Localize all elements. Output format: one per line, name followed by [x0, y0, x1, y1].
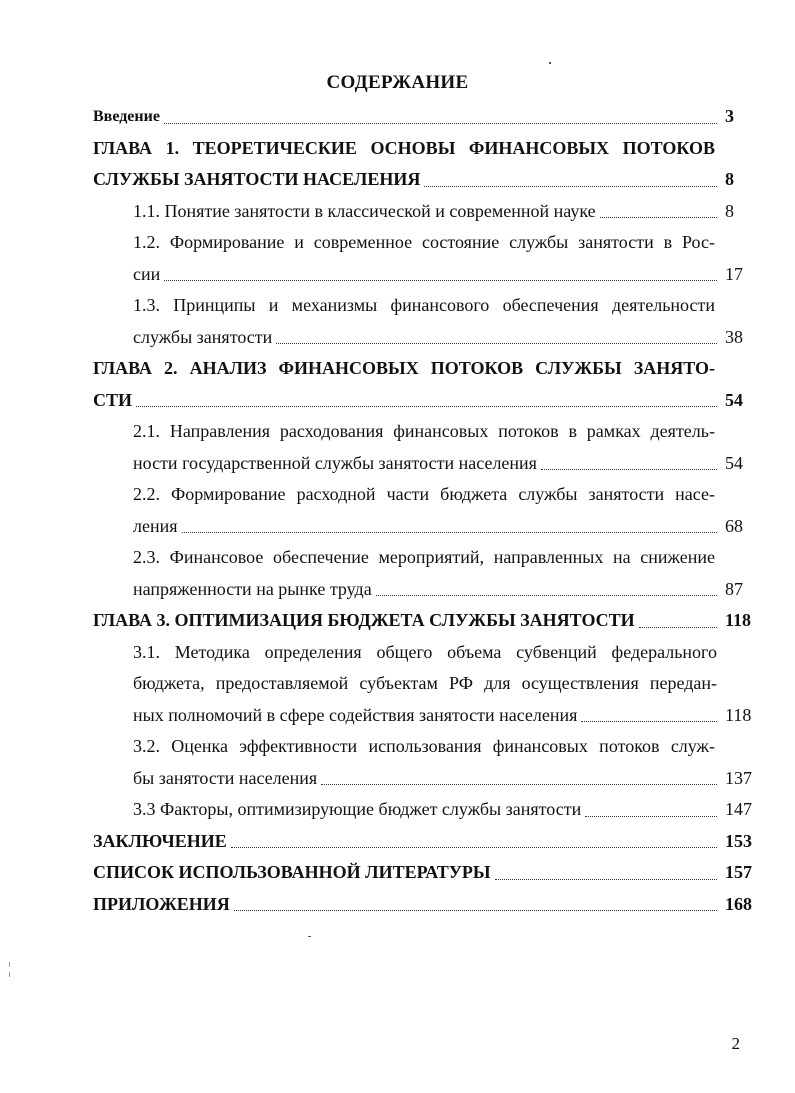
toc-entry-label: бюджета, предоставляемой субъектам РФ для осуществления передан- — [133, 673, 717, 693]
toc-page-number: 147 — [725, 799, 752, 819]
toc-page-number: 38 — [725, 326, 743, 347]
toc-entry-section-1-3[interactable] — [93, 290, 755, 322]
toc-entry-label: ления — [133, 515, 178, 536]
dot-leader — [424, 186, 717, 187]
toc-entry-introduction[interactable] — [93, 101, 755, 133]
toc-entry-conclusion[interactable] — [93, 826, 755, 858]
toc-page-number: 54 — [725, 452, 743, 473]
toc-entry-chapter-3[interactable] — [93, 605, 755, 637]
toc-entry-label: напряженности на рынке труда — [133, 578, 372, 599]
toc-entry-label: ГЛАВА 3. ОПТИМИЗАЦИЯ БЮДЖЕТА СЛУЖБЫ ЗАНЯТОСТИ — [93, 610, 635, 630]
toc-entry-section-3-1[interactable] — [93, 637, 755, 669]
toc-entry-chapter-1-cont[interactable] — [93, 164, 755, 196]
toc-entry-chapter-2[interactable] — [93, 353, 755, 385]
toc-page-number: 118 — [725, 610, 752, 630]
toc-entry-label: 1.2. Формирование и современное состояние службы занятости в Рос- — [133, 232, 715, 252]
toc-entry-section-1-3-cont[interactable] — [93, 322, 755, 354]
table-of-contents — [93, 101, 755, 920]
toc-entry-label: СПИСОК ИСПОЛЬЗОВАННОЙ ЛИТЕРАТУРЫ — [93, 862, 491, 882]
toc-entry-section-3-2[interactable] — [93, 731, 755, 763]
toc-entry-section-2-2[interactable] — [93, 479, 755, 511]
dot-leader — [164, 123, 717, 124]
toc-page-number: 118 — [725, 704, 752, 725]
dot-leader — [495, 879, 717, 880]
toc-page-number: 8 — [725, 200, 734, 221]
toc-entry-appendices[interactable] — [93, 889, 755, 921]
toc-entry-chapter-1[interactable] — [93, 133, 755, 165]
toc-entry-label: 3.2. Оценка эффективности использования финансовых потоков служ- — [133, 736, 715, 756]
toc-entry-label: 2.1. Направления расходования финансовых потоков в рамках деятель- — [133, 421, 715, 441]
toc-entry-label: 3.1. Методика определения общего объема субвенций федерального — [133, 641, 717, 662]
toc-entry-section-3-2-cont[interactable] — [93, 763, 755, 795]
toc-page-number: 157 — [725, 862, 752, 882]
toc-entry-label: СЛУЖБЫ ЗАНЯТОСТИ НАСЕЛЕНИЯ — [93, 169, 421, 189]
toc-entry-label: 2.3. Финансовое обеспечение мероприятий, направленных на снижение — [133, 547, 715, 567]
toc-entry-label: ГЛАВА 2. АНАЛИЗ ФИНАНСОВЫХ ПОТОКОВ СЛУЖБЫ ЗАНЯТО- — [93, 358, 715, 378]
toc-entry-section-3-3[interactable] — [93, 794, 755, 826]
toc-page-number: 168 — [725, 893, 752, 914]
dot-leader — [234, 910, 717, 911]
toc-page-number: 137 — [725, 767, 752, 788]
toc-entry-label: 1.3. Принципы и механизмы финансового обеспечения деятельности — [133, 295, 715, 315]
toc-entry-label: 2.2. Формирование расходной части бюджета службы занятости насе- — [133, 484, 715, 504]
toc-entry-label: ПРИЛОЖЕНИЯ — [93, 893, 230, 914]
dot-leader — [321, 784, 717, 785]
scan-speck — [308, 936, 311, 937]
page-title: СОДЕРЖАНИЕ — [326, 72, 469, 93]
dot-leader — [585, 816, 717, 817]
toc-entry-label: ности государственной службы занятости населения — [133, 452, 537, 473]
toc-entry-section-1-2[interactable] — [93, 227, 755, 259]
toc-page-number: 87 — [725, 578, 743, 599]
toc-entry-section-3-1-cont[interactable] — [93, 668, 755, 700]
toc-entry-chapter-2-cont[interactable] — [93, 385, 755, 417]
toc-page-number: 153 — [725, 830, 752, 851]
scan-speck — [549, 62, 551, 64]
toc-entry-section-2-3[interactable] — [93, 542, 755, 574]
toc-entry-label: сии — [133, 263, 161, 284]
dot-leader — [639, 627, 717, 628]
toc-entry-section-2-1-cont[interactable] — [93, 448, 755, 480]
toc-entry-label: ЗАКЛЮЧЕНИЕ — [93, 830, 227, 851]
dot-leader — [600, 217, 717, 218]
toc-entry-references[interactable] — [93, 857, 755, 889]
dot-leader — [182, 532, 717, 533]
toc-page-number: 3 — [725, 106, 734, 126]
toc-entry-section-1-1[interactable] — [93, 196, 755, 228]
toc-page-number: 68 — [725, 515, 743, 536]
toc-entry-section-2-2-cont[interactable] — [93, 511, 755, 543]
dot-leader — [276, 343, 717, 344]
dot-leader — [541, 469, 717, 470]
dot-leader — [581, 721, 717, 722]
toc-entry-section-1-2-cont[interactable] — [93, 259, 755, 291]
toc-entry-label: бы занятости населения — [133, 767, 318, 788]
toc-entry-label: 1.1. Понятие занятости в классической и современной науке — [133, 200, 596, 221]
toc-page-number: 8 — [725, 169, 734, 189]
toc-entry-label: СТИ — [93, 389, 133, 410]
dot-leader — [376, 595, 717, 596]
toc-entry-section-2-1[interactable] — [93, 416, 755, 448]
toc-page-number: 17 — [725, 263, 743, 284]
scan-speck — [9, 972, 10, 977]
scan-speck — [9, 962, 10, 967]
toc-entry-label: 3.3 Факторы, оптимизирующие бюджет службы занятости — [133, 799, 582, 819]
toc-entry-label: ГЛАВА 1. ТЕОРЕТИЧЕСКИЕ ОСНОВЫ ФИНАНСОВЫХ ПОТОКОВ — [93, 137, 715, 158]
toc-entry-label: службы занятости — [133, 326, 273, 347]
toc-page-number: 54 — [725, 389, 743, 410]
dot-leader — [136, 406, 717, 407]
toc-entry-label: Введение — [93, 108, 160, 125]
dot-leader — [231, 847, 717, 848]
page-number: 2 — [731, 1034, 740, 1053]
toc-entry-section-3-1-cont2[interactable] — [93, 700, 755, 732]
dot-leader — [164, 280, 717, 281]
toc-entry-section-2-3-cont[interactable] — [93, 574, 755, 606]
toc-entry-label: ных полномочий в сфере содействия занятости населения — [133, 704, 578, 725]
